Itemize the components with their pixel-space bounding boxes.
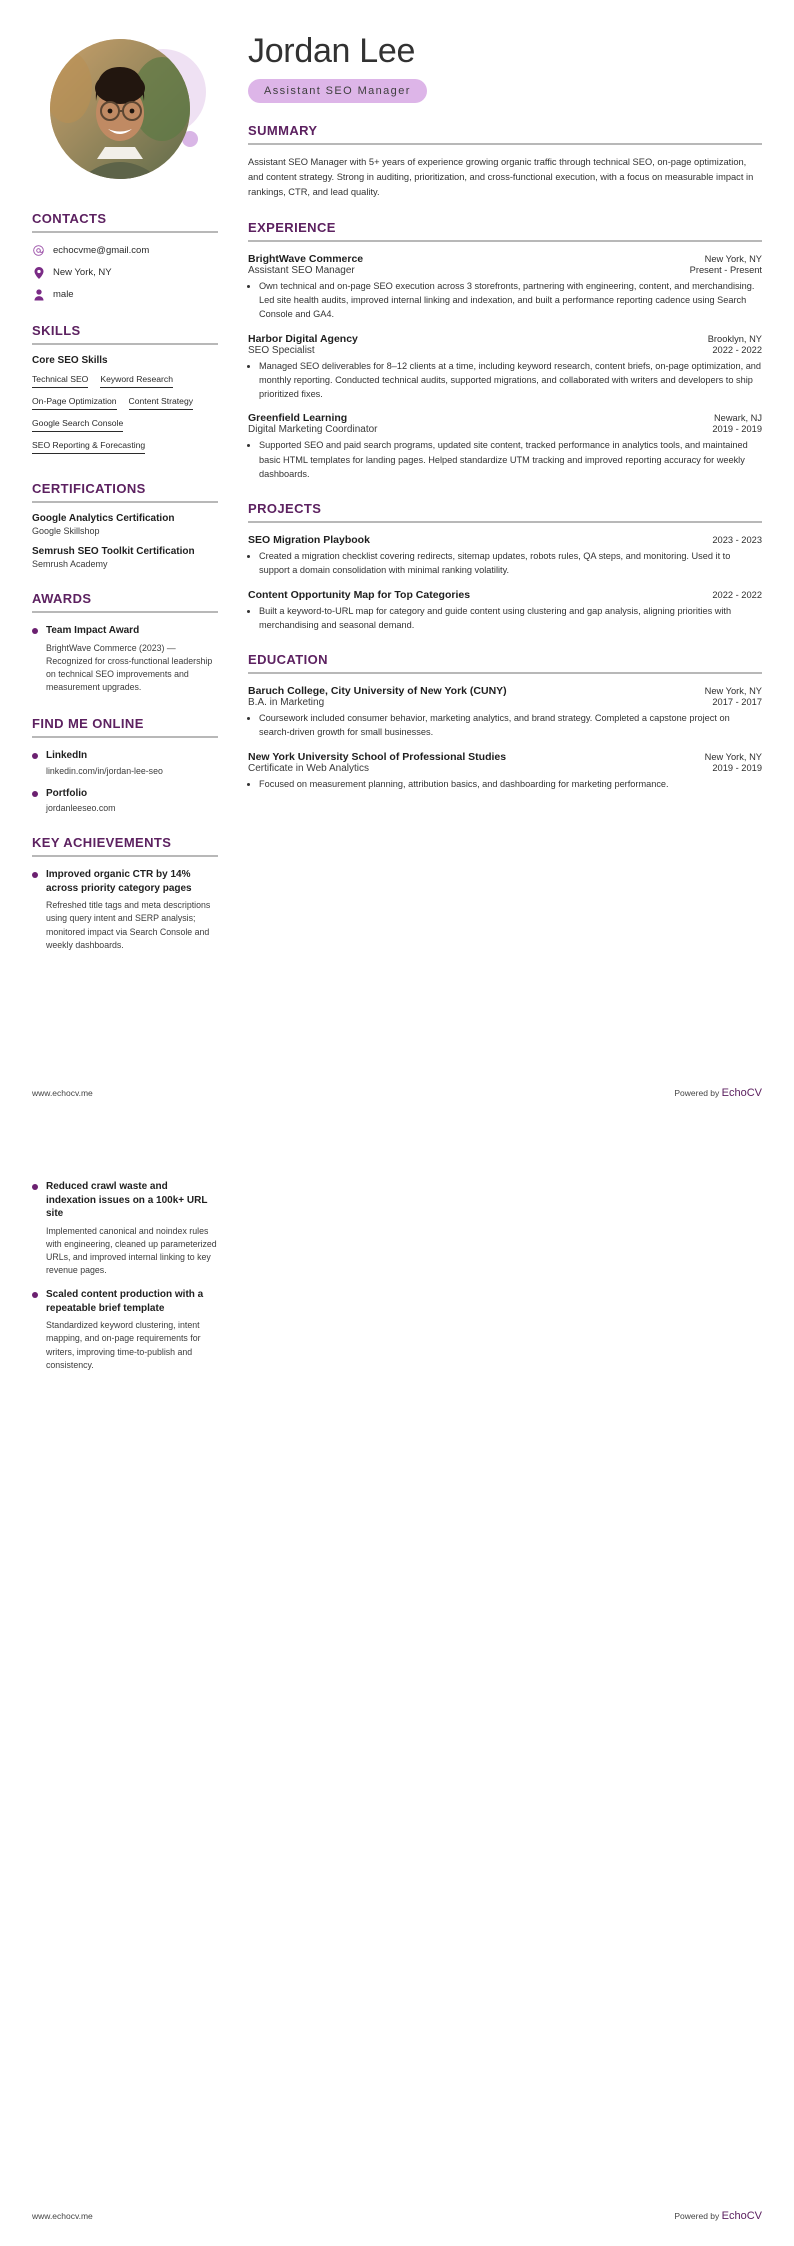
bullet-dot-icon: [32, 753, 38, 759]
job-title-badge: Assistant SEO Manager: [248, 79, 427, 103]
location-pin-icon: [32, 266, 45, 279]
online-profile-url[interactable]: jordanleeseo.com: [46, 803, 116, 814]
skill-tag: On-Page Optimization: [32, 393, 117, 410]
entry-bullets: [248, 777, 762, 791]
section-contacts: [32, 211, 218, 301]
person-icon: [32, 288, 45, 301]
education-entry: [248, 751, 762, 791]
page2-columns: [0, 1123, 794, 1372]
entry-organization: BrightWave Commerce: [248, 252, 364, 265]
education-heading: EDUCATION: [248, 652, 328, 668]
key-achievements-heading: KEY ACHIEVEMENTS: [32, 835, 172, 851]
achievement-item: [32, 1288, 218, 1372]
entry-bullets: [248, 604, 762, 633]
powered-by-label: Powered by: [674, 1088, 722, 1098]
degree: B.A. in Marketing: [248, 697, 325, 709]
divider: [248, 143, 762, 145]
powered-by-label: Powered by: [674, 2211, 722, 2221]
entry-location: Brooklyn, NY: [707, 333, 762, 344]
entry-organization: Greenfield Learning: [248, 412, 348, 425]
divider: [248, 521, 762, 523]
main-column: [218, 34, 762, 952]
achievement-description: Standardized keyword clustering, intent mapping, and on-page requirements for writers, improving time-to-publish and consistency.: [46, 1320, 201, 1370]
entry-bullet: • Own technical and on-page SEO execution across 3 storefronts, partnering with engineering, content, and merchandising. Led site health audits, improved internal linking and indexation, and built a performance reporting cadence using Search Console and GA4.: [259, 279, 762, 322]
certification-item: [32, 546, 218, 569]
footer-website[interactable]: www.echocv.me: [32, 2211, 93, 2221]
entry-bullet: • Managed SEO deliverables for 8–12 clients at a time, including keyword research, content briefs, on-page optimization, and monthly reporting. Conducted technical audits, supported migrations, and collaborated with writers and developers to ship prioritized fixes.: [259, 359, 762, 402]
bullet-dot-icon: [32, 628, 38, 634]
entry-date: 2022 - 2022: [712, 344, 762, 355]
divider: [248, 672, 762, 674]
entry-subheader: [248, 345, 762, 356]
entry-subheader: [248, 697, 762, 708]
sidebar: [32, 34, 218, 952]
skill-group-title: Core SEO Skills: [32, 355, 108, 366]
entry-subheader: [248, 424, 762, 435]
section-key-achievements: [32, 835, 218, 952]
section-certifications: [32, 481, 218, 569]
education-date: 2017 - 2017: [712, 697, 762, 708]
contact-location[interactable]: [32, 266, 218, 279]
entry-bullet: • Focused on measurement planning, attribution basics, and dashboarding for marketing performance.: [259, 777, 762, 791]
project-name: SEO Migration Playbook: [248, 534, 370, 547]
project-date: 2022 - 2022: [712, 589, 762, 600]
contacts-list: [32, 244, 218, 301]
entry-date: 2019 - 2019: [712, 424, 762, 435]
entry-header: [248, 412, 762, 424]
project-entry: [248, 534, 762, 578]
education-entry: [248, 685, 762, 740]
entry-header: [248, 253, 762, 265]
skills-heading: SKILLS: [32, 323, 81, 338]
entry-subheader: [248, 763, 762, 774]
entry-bullets: [248, 359, 762, 402]
projects-heading: PROJECTS: [248, 501, 322, 517]
degree: Certificate in Web Analytics: [248, 762, 369, 774]
school-name: Baruch College, City University of New York (CUNY): [248, 685, 507, 698]
bullet-dot-icon: [32, 791, 38, 797]
contact-email[interactable]: [32, 244, 218, 257]
achievement-body: [46, 1288, 218, 1372]
project-date: 2023 - 2023: [712, 535, 762, 546]
award-description: BrightWave Commerce (2023) — Recognized for cross-functional leadership on technical SEO improvements and measurement upgrades.: [46, 642, 213, 693]
entry-bullets: [248, 279, 762, 322]
divider: [248, 240, 762, 242]
page-columns: [0, 0, 794, 952]
divider: [32, 343, 218, 345]
entry-role: Assistant SEO Manager: [248, 264, 355, 276]
achievement-title: Scaled content production with a repeatable brief template: [46, 1289, 204, 1314]
profile-photo: [50, 39, 190, 179]
section-awards: [32, 591, 218, 694]
skill-tag-list: [32, 371, 218, 459]
section-summary: [248, 123, 762, 200]
entry-role: SEO Specialist: [248, 344, 315, 356]
online-profile-item[interactable]: [32, 749, 218, 776]
resume-page-2: [0, 1123, 794, 2246]
bullet-dot-icon: [32, 1184, 38, 1190]
certification-name: Semrush SEO Toolkit Certification: [32, 546, 195, 557]
section-skills: [32, 323, 218, 459]
entry-bullets: [248, 711, 762, 740]
contact-email-text: echocvme@gmail.com: [53, 245, 150, 256]
footer-brand: [674, 2210, 762, 2222]
certifications-heading: CERTIFICATIONS: [32, 481, 146, 496]
certification-item: [32, 513, 218, 536]
brand-name: EchoCV: [721, 2210, 762, 2222]
section-experience: [248, 220, 762, 481]
page-footer: [32, 1087, 762, 1099]
achievement-title: Reduced crawl waste and indexation issues on a 100k+ URL site: [46, 1181, 208, 1219]
section-find-me-online: [32, 716, 218, 813]
skill-tag: SEO Reporting & Forecasting: [32, 437, 145, 454]
entry-organization: Harbor Digital Agency: [248, 332, 358, 345]
entry-header: [248, 751, 762, 763]
email-icon: [32, 244, 45, 257]
entry-bullet: • Supported SEO and paid search programs, updated site content, tracked performance in analytics tools, and maintained basic HTML templates for landing pages. Helped standardize UTM tracking and improved reporting accuracy for weekly dashboards.: [259, 438, 762, 481]
divider: [32, 736, 218, 738]
entry-bullet: • Coursework included consumer behavior, marketing analytics, and brand strategy. Completed a capstone project on search-driven growth for small businesses.: [259, 711, 762, 740]
divider: [32, 231, 218, 233]
education-date: 2019 - 2019: [712, 762, 762, 773]
experience-entry: [248, 412, 762, 481]
online-profile-body: [46, 787, 218, 814]
skill-group: [32, 355, 218, 459]
online-profile-title: Portfolio: [46, 787, 88, 799]
project-entry: [248, 589, 762, 633]
award-body: [46, 624, 218, 694]
school-location: New York, NY: [704, 751, 762, 762]
contact-location-text: New York, NY: [53, 267, 112, 278]
section-projects: [248, 501, 762, 632]
summary-heading: SUMMARY: [248, 122, 318, 138]
skill-tag: Keyword Research: [100, 371, 173, 388]
school-location: New York, NY: [704, 686, 762, 697]
divider: [32, 855, 218, 857]
experience-heading: EXPERIENCE: [248, 219, 336, 235]
entry-location: Newark, NJ: [713, 413, 762, 424]
entry-bullet: • Created a migration checklist covering redirects, sitemap updates, robots rules, QA steps, and monitoring. Used it to support a domain consolidation with minimal ranking volatility.: [259, 549, 762, 578]
entry-header: [248, 589, 762, 601]
experience-entry: [248, 333, 762, 402]
achievement-description: Refreshed title tags and meta descriptions using query intent and SERP analysis; monitored impact via Search Console and weekly dashboards.: [46, 900, 211, 950]
certification-name: Google Analytics Certification: [32, 513, 175, 524]
online-profile-body: [46, 749, 218, 776]
bullet-dot-icon: [32, 872, 38, 878]
contacts-heading: CONTACTS: [32, 211, 107, 226]
divider: [32, 611, 218, 613]
entry-date: Present - Present: [689, 264, 762, 275]
award-title: Team Impact Award: [46, 625, 140, 636]
find-me-online-heading: FIND ME ONLINE: [32, 716, 144, 732]
avatar: [50, 39, 200, 189]
achievement-description: Implemented canonical and noindex rules with engineering, cleaned up parameterized URLs, and improved internal linking to key revenue pages.: [46, 1225, 217, 1276]
footer-website[interactable]: www.echocv.me: [32, 1088, 93, 1098]
page-title: Jordan Lee: [248, 32, 416, 70]
page-footer: [32, 2210, 762, 2222]
skill-tag: Content Strategy: [129, 393, 194, 410]
divider: [32, 501, 218, 503]
skill-tag: Technical SEO: [32, 371, 88, 388]
bullet-dot-icon: [32, 1292, 38, 1298]
project-name: Content Opportunity Map for Top Categories: [248, 588, 471, 601]
achievement-body: [46, 1180, 218, 1277]
entry-location: New York, NY: [704, 253, 762, 264]
sidebar-continued: [32, 1180, 218, 1372]
online-profile-url[interactable]: linkedin.com/in/jordan-lee-seo: [46, 765, 163, 776]
awards-heading: AWARDS: [32, 591, 92, 606]
entry-subheader: [248, 265, 762, 276]
entry-header: [248, 685, 762, 697]
entry-header: [248, 333, 762, 345]
award-item: [32, 624, 218, 694]
summary-text: Assistant SEO Manager with 5+ years of experience growing organic traffic through technical SEO, on-page optimization, and content strategy. Strong in auditing, prioritization, and cross-functional execution, with a focus on measurable impact in rankings, CTR, and lead quality.: [248, 156, 754, 197]
footer-brand: [674, 1087, 762, 1099]
online-profile-item[interactable]: [32, 787, 218, 814]
entry-bullets: [248, 438, 762, 481]
entry-role: Digital Marketing Coordinator: [248, 424, 378, 436]
achievement-body: [46, 868, 218, 952]
skill-tag: Google Search Console: [32, 415, 123, 432]
contact-gender: [32, 288, 218, 301]
contact-gender-text: male: [53, 289, 74, 300]
entry-bullet: • Built a keyword-to-URL map for category and guide content using clustering and gap analysis, aligning priorities with merchandising and seasonal demand.: [259, 604, 762, 633]
achievement-item: [32, 868, 218, 952]
entry-bullets: [248, 549, 762, 578]
experience-entry: [248, 253, 762, 322]
achievement-item: [32, 1180, 218, 1277]
section-education: [248, 652, 762, 791]
brand-name: EchoCV: [721, 1087, 762, 1099]
entry-header: [248, 534, 762, 546]
achievement-title: Improved organic CTR by 14% across priority category pages: [46, 869, 192, 894]
certification-org: Google Skillshop: [32, 526, 100, 536]
online-profile-title: LinkedIn: [46, 750, 88, 762]
school-name: New York University School of Professional Studies: [248, 750, 507, 763]
certification-org: Semrush Academy: [32, 559, 108, 569]
